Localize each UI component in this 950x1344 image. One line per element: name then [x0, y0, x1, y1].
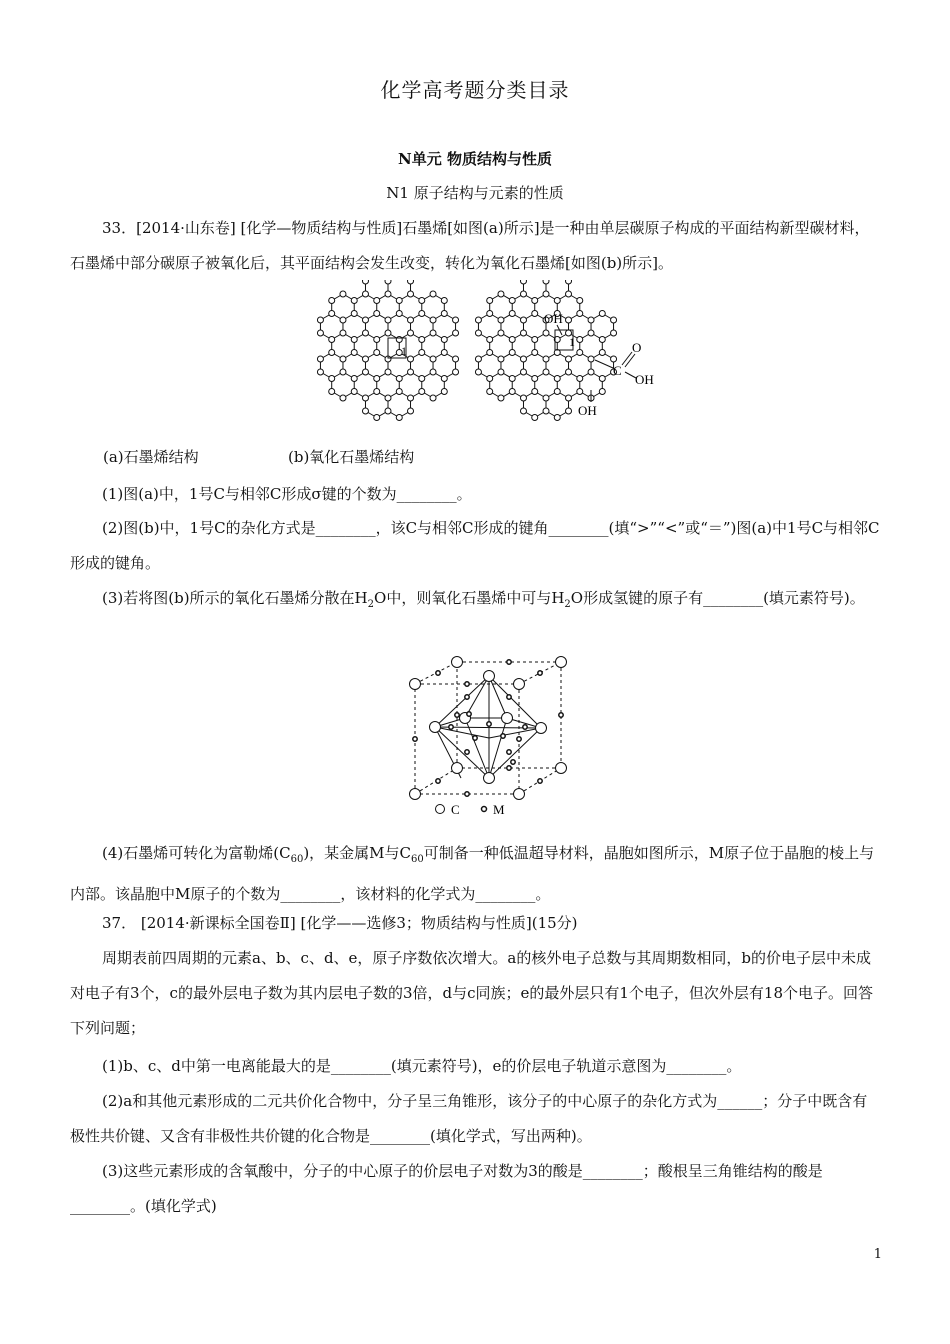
carbon-atom: [453, 317, 459, 323]
carbon-atom: [351, 311, 357, 317]
caption-a: (a)石墨烯结构: [103, 448, 199, 466]
carbon-atom: [385, 369, 391, 375]
carbon-atom: [498, 317, 504, 323]
carbon-atom: [329, 376, 335, 382]
carbon-atom: [396, 311, 402, 317]
carbon-atom: [566, 291, 572, 297]
carbon-atom: [543, 395, 549, 401]
carbon-atom: [408, 369, 414, 375]
carbon-atom: [317, 317, 323, 323]
carbon-atom: [554, 376, 560, 382]
carbon-atom: [509, 298, 515, 304]
carbon-atom: [532, 389, 538, 395]
carbon-atom: [599, 337, 605, 343]
label-oxygen: O: [632, 340, 642, 355]
carbon-atom: [453, 330, 459, 336]
carbon-atom: [385, 395, 391, 401]
carbon-atom: [430, 369, 436, 375]
carbon-atom: [509, 337, 515, 343]
carbon-atom: [340, 330, 346, 336]
carbon-atom: [385, 330, 391, 336]
carbon-atom: [329, 311, 335, 317]
crystal-cell-figure: [405, 652, 580, 822]
carbon-atom: [441, 376, 447, 382]
q33-intro: 33．[2014·山东卷] [化学—物质结构与性质]石墨烯[如图(a)所示]是一种由单层碳原子构成的平面结构新型碳材料，石墨烯中部分碳原子被氧化后，其平面结构会发生改变，转化为氧化石墨烯[如图(b)所示]。: [70, 219, 870, 272]
q33-part1: (1)图(a)中，1号C与相邻C形成σ键的个数为________。: [102, 485, 472, 503]
label-oh-top: OH: [544, 311, 563, 326]
label-oh-right: OH: [635, 372, 654, 387]
carbon-atom: [475, 317, 481, 323]
carbon-atom: [329, 389, 335, 395]
carbon-atom: [566, 280, 572, 284]
carbon-atom: [340, 369, 346, 375]
legend-c-label: C: [451, 802, 460, 817]
carbon-atom: [543, 369, 549, 375]
carbon-atom: [362, 330, 368, 336]
carbon-atom: [351, 389, 357, 395]
carbon-atom: [340, 395, 346, 401]
carbon-atom: [509, 350, 515, 356]
carbon-atom: [441, 389, 447, 395]
carbon-atom: [362, 317, 368, 323]
carbon-atom: [453, 356, 459, 362]
carbon-atom: [430, 317, 436, 323]
label-carbon: C: [613, 363, 622, 378]
carbon-atom: [487, 298, 493, 304]
page-number: 1: [873, 1247, 882, 1262]
legend-m-label: M: [493, 802, 505, 817]
carbon-atom: [419, 350, 425, 356]
carbon-atom: [475, 369, 481, 375]
q37-part1: (1)b、c、d中第一电离能最大的是________(填元素符号)，e的价层电子轨道示意图为________。: [102, 1057, 742, 1075]
carbon-atom: [419, 298, 425, 304]
carbon-atom: [408, 317, 414, 323]
carbon-atom: [374, 311, 380, 317]
carbon-atom: [430, 330, 436, 336]
carbon-atom: [419, 389, 425, 395]
carbon-atom: [577, 376, 583, 382]
carbon-atom: [396, 337, 402, 343]
legend-c-icon: [436, 805, 445, 814]
label-oh-bottom: OH: [578, 403, 597, 418]
carbon-atom: [520, 317, 526, 323]
carbon-atom: [520, 369, 526, 375]
carbon-atom: [577, 350, 583, 356]
carbon-atom: [498, 291, 504, 297]
carbon-atom: [577, 298, 583, 304]
carbon-atom: [487, 376, 493, 382]
carbon-atom: [554, 389, 560, 395]
carbon-atom: [520, 356, 526, 362]
carbon-atom: [543, 280, 549, 284]
carbon-atom: [532, 311, 538, 317]
carbon-atom: [408, 408, 414, 414]
carbon-atom: [374, 298, 380, 304]
carbon-atom: [408, 330, 414, 336]
carbon-atom: [611, 317, 617, 323]
carbon-atom: [362, 408, 368, 414]
carbon-atom: [532, 298, 538, 304]
carbon-atom: [340, 356, 346, 362]
carbon-atom: [487, 311, 493, 317]
carbon-atom: [396, 376, 402, 382]
carbon-atom: [532, 415, 538, 421]
carbon-atom: [498, 369, 504, 375]
carbon-atom: [520, 395, 526, 401]
carbon-atom: [329, 350, 335, 356]
carbon-atom: [419, 376, 425, 382]
carbon-atom: [396, 415, 402, 421]
carbon-atom: [487, 337, 493, 343]
carbon-atom: [441, 337, 447, 343]
carbon-atom: [475, 330, 481, 336]
carbon-atom: [599, 376, 605, 382]
carbon-atom: [362, 356, 368, 362]
carbon-atom: [509, 389, 515, 395]
carbon-atom: [566, 408, 572, 414]
carbon-atom: [543, 408, 549, 414]
carbon-atom: [362, 280, 368, 284]
carbon-atom: [498, 330, 504, 336]
carbon-atom: [509, 311, 515, 317]
section-heading: N1 原子结构与元素的性质: [386, 184, 564, 202]
q33-part4: (4)石墨烯可转化为富勒烯$(C_{60})$，某金属M与$C_{60}$可制备一种低温超导材料，晶胞如图所示，M原子位于晶胞的棱上与内部。该晶胞中M原子的个数为________，该材料的化学式为________。: [70, 844, 875, 903]
carbon-atom: [329, 298, 335, 304]
carbon-atom: [611, 330, 617, 336]
carbon-atom: [475, 356, 481, 362]
carbon-atom: [577, 311, 583, 317]
carbon-atom: [588, 356, 594, 362]
carbon-atom: [317, 330, 323, 336]
graphene-oxide-b-structure: [475, 280, 616, 421]
carbon-atom: [588, 369, 594, 375]
carbon-atom: [340, 291, 346, 297]
carbon-atom: [362, 395, 368, 401]
carbon-atom: [554, 298, 560, 304]
carbon-atom: [487, 350, 493, 356]
carbon-atom: [532, 337, 538, 343]
carbon-atom: [374, 350, 380, 356]
carbon-atom: [317, 369, 323, 375]
carbon-atom: [430, 395, 436, 401]
q37-header: 37． [2014·新课标全国卷Ⅱ] [化学——选修3；物质结构与性质](15分): [102, 914, 578, 932]
q37-intro: 周期表前四周期的元素a、b、c、d、e，原子序数依次增大。a的核外电子总数与其周期数相同，b的价电子层中未成对电子有3个，c的最外层电子数为其内层电子数的3倍，d与c同族；e的最外层只有1个电子，但次外层有18个电子。回答下列问题；: [70, 949, 874, 1037]
carbon-atom: [566, 395, 572, 401]
carbon-atom: [577, 389, 583, 395]
graphene-figure: [310, 280, 680, 425]
carbon-atom: [329, 337, 335, 343]
carbon-atom: [374, 389, 380, 395]
carbon-atom: [351, 337, 357, 343]
carbon-atom: [396, 298, 402, 304]
carbon-atom: [543, 356, 549, 362]
carbon-atom: [351, 298, 357, 304]
carbon-atom: [408, 291, 414, 297]
carbon-atom: [453, 369, 459, 375]
carbon-atom: [577, 337, 583, 343]
carbon-atom: [588, 317, 594, 323]
carbon-atom: [520, 408, 526, 414]
carbon-atom: [498, 356, 504, 362]
carbon-atom: [385, 280, 391, 284]
carbon-atom: [408, 356, 414, 362]
carbon-atom: [362, 369, 368, 375]
carbon-atom: [554, 415, 560, 421]
q33-part3: (3)若将图(b)所示的氧化石墨烯分散在$H_2O$中，则氧化石墨烯中可与$H_2O$形成氢键的原子有________(填元素符号)。: [102, 589, 865, 610]
carbon-atom: [408, 280, 414, 284]
q37-part2: (2)a和其他元素形成的二元共价化合物中，分子呈三角锥形，该分子的中心原子的杂化方式为______；分子中既含有极性共价键、又含有非极性共价键的化合物是________(填化学式，写出两种)。: [70, 1092, 868, 1145]
carbon-atom: [419, 311, 425, 317]
carbon-atom: [362, 291, 368, 297]
label-one-b: 1: [569, 335, 575, 349]
carbon-atom: [374, 376, 380, 382]
carbon-atom: [317, 356, 323, 362]
carbon-atom: [532, 350, 538, 356]
carbon-atom: [441, 311, 447, 317]
carbon-atom: [588, 330, 594, 336]
q37-part3: (3)这些元素形成的含氧酸中，分子的中心原子的价层电子对数为3的酸是________；酸根呈三角锥结构的酸是________。(填化学式): [70, 1162, 823, 1215]
carbon-atom: [599, 311, 605, 317]
carbon-atom: [351, 350, 357, 356]
carbon-atom: [374, 337, 380, 343]
carbon-atom: [351, 376, 357, 382]
carbon-atom: [566, 369, 572, 375]
page-title: 化学高考题分类目录: [380, 78, 570, 102]
carbon-atom: [430, 291, 436, 297]
carbon-atom: [599, 350, 605, 356]
carbon-atom: [385, 408, 391, 414]
carbon-atom: [408, 395, 414, 401]
carbon-atom: [385, 317, 391, 323]
carbon-atom: [543, 291, 549, 297]
carbon-atom: [374, 415, 380, 421]
carbon-atom: [566, 356, 572, 362]
carbon-atom: [340, 317, 346, 323]
carbon-atom: [611, 356, 617, 362]
unit-heading: N单元 物质结构与性质: [398, 150, 552, 168]
carbon-atom: [441, 350, 447, 356]
label-one-a: 1: [401, 344, 407, 358]
carbon-atom: [520, 291, 526, 297]
carbon-atom: [520, 330, 526, 336]
carbon-atom: [385, 291, 391, 297]
carbon-atom: [543, 330, 549, 336]
legend-m-icon: [482, 807, 487, 812]
carbon-atom: [520, 280, 526, 284]
carbon-atom: [566, 317, 572, 323]
carbon-atom: [498, 395, 504, 401]
q33-part2: (2)图(b)中，1号C的杂化方式是________，该C与相邻C形成的键角________(填“>”“<”或“＝”)图(a)中1号C与相邻C形成的键角。: [70, 519, 880, 572]
carbon-atom: [419, 337, 425, 343]
carbon-atom: [396, 389, 402, 395]
carbon-atom: [430, 356, 436, 362]
carbon-atom: [441, 298, 447, 304]
caption-b: (b)氧化石墨烯结构: [288, 448, 415, 466]
carbon-atom: [599, 389, 605, 395]
carbon-atom: [509, 376, 515, 382]
carbon-atom: [487, 389, 493, 395]
carbon-atom: [532, 376, 538, 382]
